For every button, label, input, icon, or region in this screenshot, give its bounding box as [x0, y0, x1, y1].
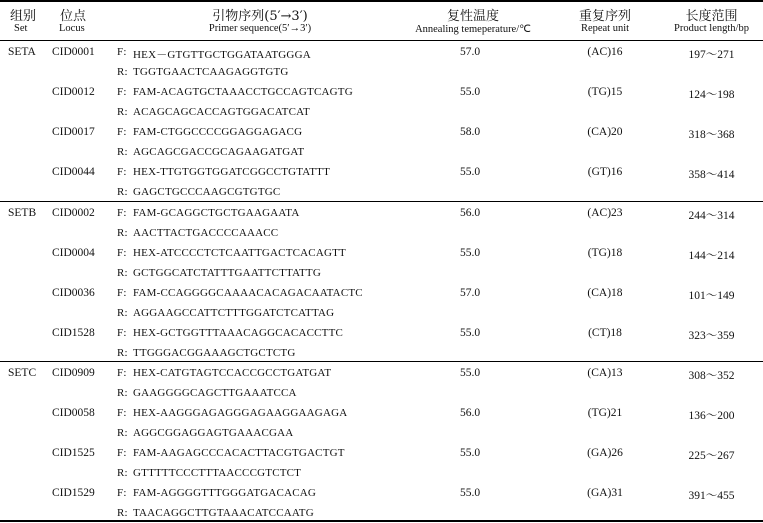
length-cell: 136～200 [688, 410, 735, 422]
reverse-label: R: [117, 347, 128, 359]
forward-label: F: [117, 166, 127, 178]
length-cell: 391～455 [688, 490, 735, 502]
temp-cell: 55.0 [459, 247, 481, 259]
forward-primer: HEX-CATGTAGTCCACCGCCTGATGAT [133, 367, 332, 379]
forward-primer: FAM-AGGGGTTTGGGATGACACAG [133, 487, 317, 499]
forward-label: F: [117, 46, 127, 58]
reverse-primer: TAACAGGCTTGTAAACATCCAATG [133, 507, 314, 519]
header-locus-cn: 位点 [60, 9, 87, 24]
reverse-primer: TGGTGAACTCAAGAGGTGTG [133, 66, 289, 78]
reverse-label: R: [117, 227, 128, 239]
locus-cell: CID0036 [52, 287, 95, 299]
repeat-cell: (AC)16 [587, 46, 623, 58]
repeat-cell: (CA)18 [587, 287, 623, 299]
header-temp-cn: 复性温度 [446, 9, 499, 24]
locus-cell: CID0058 [52, 407, 95, 419]
temp-cell: 56.0 [459, 407, 481, 419]
forward-label: F: [117, 287, 127, 299]
forward-label: F: [117, 207, 127, 219]
temp-cell: 55.0 [459, 327, 481, 339]
set-label: SETB [8, 207, 37, 219]
locus-cell: CID0909 [52, 367, 95, 379]
reverse-primer: GTTTTTCCCTTTAACCCGTCTCT [133, 467, 302, 479]
forward-primer: HEX-ATCCCCTCTCAATTGACTCACAGTT [133, 247, 346, 259]
temp-cell: 57.0 [459, 287, 481, 299]
header-rule [0, 40, 763, 41]
length-cell: 323～359 [688, 330, 735, 342]
temp-cell: 55.0 [459, 367, 481, 379]
header-length-cn: 长度范围 [685, 9, 738, 24]
repeat-cell: (TG)21 [587, 407, 623, 419]
reverse-label: R: [117, 427, 128, 439]
forward-label: F: [117, 447, 127, 459]
reverse-primer: TTGGGACGGAAAGCTGCTCTG [133, 347, 296, 359]
reverse-primer: AGGCGGAGGAGTGAAACGAA [133, 427, 294, 439]
length-cell: 225～267 [688, 450, 735, 462]
header-length-en: Product length/bp [674, 23, 749, 34]
locus-cell: CID0012 [52, 86, 95, 98]
forward-label: F: [117, 367, 127, 379]
temp-cell: 57.0 [459, 46, 481, 58]
temp-cell: 55.0 [459, 86, 481, 98]
locus-cell: CID0002 [52, 207, 95, 219]
repeat-cell: (GA)26 [587, 447, 623, 459]
forward-label: F: [117, 487, 127, 499]
header-set-en: Set [14, 23, 28, 34]
temp-cell: 56.0 [459, 207, 481, 219]
repeat-cell: (GA)31 [587, 487, 623, 499]
length-cell: 144～214 [688, 250, 735, 262]
locus-cell: CID0004 [52, 247, 95, 259]
length-cell: 308～352 [688, 370, 735, 382]
header-repeat-en: Repeat unit [580, 23, 630, 34]
reverse-label: R: [117, 507, 128, 519]
repeat-cell: (CA)13 [587, 367, 623, 379]
forward-label: F: [117, 86, 127, 98]
locus-cell: CID0017 [52, 126, 95, 138]
group-rule-b [0, 201, 763, 202]
header-repeat-cn: 重复序列 [578, 9, 631, 24]
reverse-label: R: [117, 106, 128, 118]
reverse-primer: AACTTACTGACCCCAAACC [133, 227, 279, 239]
header-primer-cn: 引物序列(5′→3′) [212, 9, 308, 24]
temp-cell: 55.0 [459, 447, 481, 459]
reverse-label: R: [117, 307, 128, 319]
reverse-label: R: [117, 467, 128, 479]
locus-cell: CID1528 [52, 327, 95, 339]
reverse-primer: AGCAGCGACCGCAGAAGATGAT [133, 146, 305, 158]
length-cell: 358～414 [688, 169, 735, 181]
locus-cell: CID1525 [52, 447, 95, 459]
reverse-primer: GCTGGCATCTATTTGAATTCTTATTG [133, 267, 321, 279]
forward-primer: FAM-GCAGGCTGCTGAAGAATA [133, 207, 300, 219]
length-cell: 318～368 [688, 129, 735, 141]
forward-primer: FAM-CCAGGGGCAAAACACAGACAATACTC [133, 287, 363, 299]
bottom-rule [0, 520, 763, 522]
header-primer-en: Primer sequence(5′→3′) [208, 23, 312, 34]
repeat-cell: (GT)16 [587, 166, 623, 178]
forward-label: F: [117, 126, 127, 138]
header-temp-en: Annealing temeperature/℃ [415, 24, 531, 35]
repeat-cell: (CT)18 [588, 327, 622, 339]
header-locus-en: Locus [59, 23, 85, 34]
forward-label: F: [117, 327, 127, 339]
set-label: SETC [8, 367, 37, 379]
length-cell: 244～314 [688, 210, 735, 222]
reverse-primer: GAGCTGCCCAAGCGTGTGC [133, 186, 281, 198]
forward-primer: HEX－GTGTTGCTGGATAATGGGA [133, 49, 311, 61]
reverse-primer: ACAGCAGCACCAGTGGACATCAT [133, 106, 310, 118]
reverse-primer: AGGAAGCCATTCTTTGGATCTCATTAG [133, 307, 335, 319]
temp-cell: 55.0 [459, 166, 481, 178]
forward-primer: FAM-AAGAGCCCACACTTACGTGACTGT [133, 447, 345, 459]
temp-cell: 55.0 [459, 487, 481, 499]
repeat-cell: (AC)23 [587, 207, 623, 219]
locus-cell: CID0001 [52, 46, 95, 58]
forward-primer: HEX-GCTGGTTTAAACAGGCACACCTTC [133, 327, 344, 339]
forward-label: F: [117, 407, 127, 419]
locus-cell: CID0044 [52, 166, 95, 178]
forward-primer: HEX-TTGTGGTGGATCGGCCTGTATTT [133, 166, 330, 178]
length-cell: 124～198 [688, 89, 735, 101]
top-rule [0, 0, 763, 2]
reverse-label: R: [117, 387, 128, 399]
repeat-cell: (TG)15 [587, 86, 623, 98]
forward-primer: FAM-CTGGCCCCGGAGGAGACG [133, 126, 303, 138]
set-label: SETA [8, 46, 36, 58]
forward-primer: FAM-ACAGTGCTAAACCTGCCAGTCAGTG [133, 86, 353, 98]
repeat-cell: (TG)18 [587, 247, 623, 259]
locus-cell: CID1529 [52, 487, 95, 499]
reverse-label: R: [117, 267, 128, 279]
reverse-label: R: [117, 66, 128, 78]
header-set-cn: 组别 [10, 9, 37, 24]
group-rule-c [0, 361, 763, 362]
reverse-primer: GAAGGGGCAGCTTGAAATCCA [133, 387, 297, 399]
reverse-label: R: [117, 186, 128, 198]
length-cell: 101～149 [688, 290, 735, 302]
length-cell: 197～271 [688, 49, 735, 61]
forward-label: F: [117, 247, 127, 259]
reverse-label: R: [117, 146, 128, 158]
forward-primer: HEX-AAGGGAGAGGGAGAAGGAAGAGA [133, 407, 348, 419]
repeat-cell: (CA)20 [587, 126, 623, 138]
temp-cell: 58.0 [459, 126, 481, 138]
